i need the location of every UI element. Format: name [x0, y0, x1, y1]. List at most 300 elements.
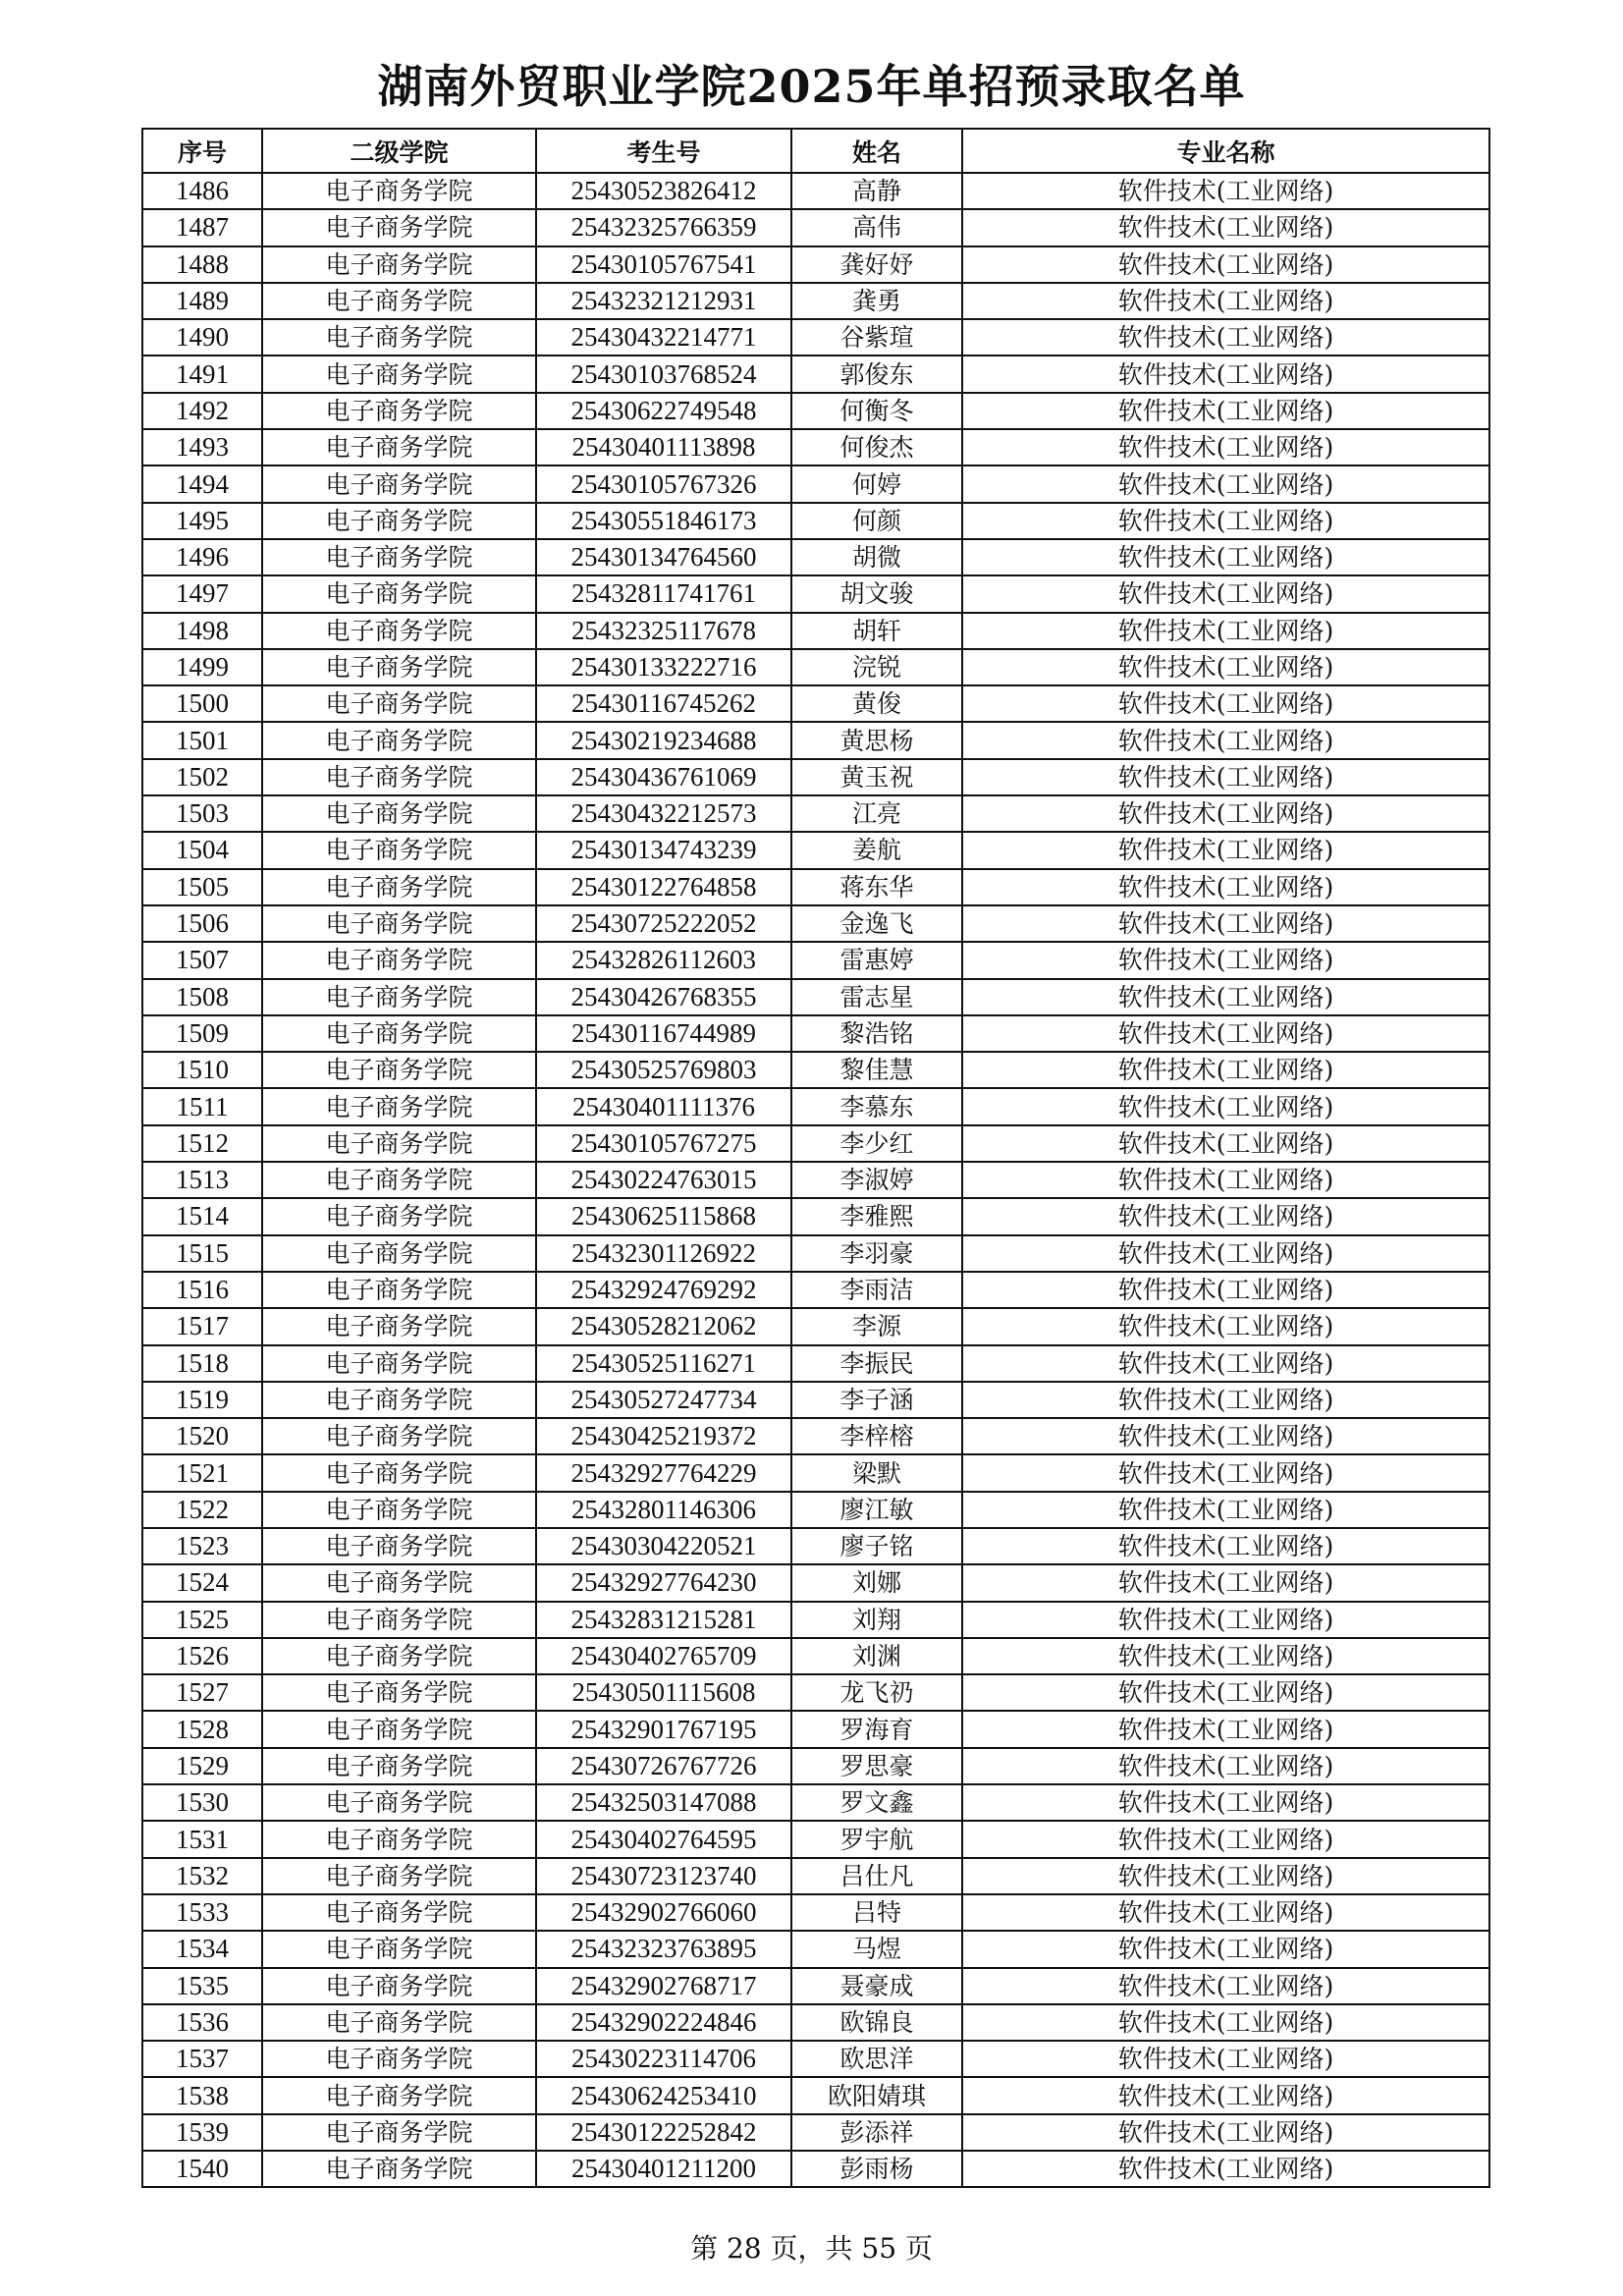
table-row	[142, 1235, 1489, 1272]
table-row	[142, 759, 1489, 795]
cell-exam-number: 25430723123740	[536, 1858, 791, 1894]
cell-college: 电子商务学院	[262, 649, 536, 685]
cell-major: 软件技术(工业网络)	[962, 613, 1489, 649]
table-row	[142, 1345, 1489, 1382]
cell-college: 电子商务学院	[262, 942, 536, 978]
cell-exam-number: 25430401111376	[536, 1088, 791, 1124]
cell-exam-number: 25430625115868	[536, 1198, 791, 1234]
cell-major: 软件技术(工业网络)	[962, 1382, 1489, 1418]
cell-serial: 1537	[142, 2041, 262, 2077]
cell-name: 李雅熙	[791, 1198, 962, 1234]
cell-serial: 1521	[142, 1454, 262, 1491]
table-row	[142, 1052, 1489, 1088]
cell-serial: 1511	[142, 1088, 262, 1124]
table-row	[142, 1931, 1489, 1967]
page-footer: 第 28 页，共 55 页	[690, 2232, 933, 2265]
cell-serial: 1526	[142, 1638, 262, 1674]
table-header-row	[142, 129, 1489, 173]
admission-table	[141, 128, 1490, 2188]
cell-exam-number: 25430223114706	[536, 2041, 791, 2077]
cell-name: 李源	[791, 1308, 962, 1344]
cell-college: 电子商务学院	[262, 613, 536, 649]
table-row	[142, 355, 1489, 392]
cell-serial: 1501	[142, 722, 262, 758]
cell-college: 电子商务学院	[262, 1931, 536, 1967]
table-row	[142, 1272, 1489, 1308]
cell-major: 软件技术(工业网络)	[962, 832, 1489, 868]
cell-major: 软件技术(工业网络)	[962, 1564, 1489, 1601]
document-title: 湖南外贸职业学院2025年单招预录取名单	[377, 60, 1246, 113]
cell-college: 电子商务学院	[262, 1052, 536, 1088]
cell-serial: 1534	[142, 1931, 262, 1967]
cell-serial: 1529	[142, 1748, 262, 1784]
table-row	[142, 1125, 1489, 1162]
cell-exam-number: 25430116744989	[536, 1015, 791, 1052]
cell-exam-number: 25432801146306	[536, 1492, 791, 1528]
cell-serial: 1500	[142, 685, 262, 722]
table-row	[142, 283, 1489, 319]
table-row	[142, 832, 1489, 868]
cell-college: 电子商务学院	[262, 2151, 536, 2187]
cell-major: 软件技术(工业网络)	[962, 1748, 1489, 1784]
cell-exam-number: 25432902768717	[536, 1968, 791, 2004]
table-row	[142, 2151, 1489, 2187]
cell-name: 黄思杨	[791, 722, 962, 758]
cell-exam-number: 25432323763895	[536, 1931, 791, 1967]
cell-name: 廖江敏	[791, 1492, 962, 1528]
cell-college: 电子商务学院	[262, 283, 536, 319]
cell-name: 马煜	[791, 1931, 962, 1967]
cell-exam-number: 25430436761069	[536, 759, 791, 795]
table-row	[142, 1602, 1489, 1638]
cell-name: 雷惠婷	[791, 942, 962, 978]
cell-exam-number: 25430551846173	[536, 503, 791, 539]
cell-major: 软件技术(工业网络)	[962, 1528, 1489, 1564]
table-row	[142, 1382, 1489, 1418]
cell-college: 电子商务学院	[262, 869, 536, 905]
table-row	[142, 649, 1489, 685]
cell-college: 电子商务学院	[262, 1711, 536, 1747]
cell-major: 软件技术(工业网络)	[962, 209, 1489, 246]
table-row	[142, 1015, 1489, 1052]
cell-major: 软件技术(工业网络)	[962, 355, 1489, 392]
cell-serial: 1528	[142, 1711, 262, 1747]
cell-college: 电子商务学院	[262, 1345, 536, 1382]
cell-name: 谷紫瑄	[791, 319, 962, 355]
table-row	[142, 465, 1489, 502]
cell-serial: 1513	[142, 1162, 262, 1198]
table-row	[142, 722, 1489, 758]
cell-exam-number: 25430624253410	[536, 2077, 791, 2113]
table-row	[142, 1528, 1489, 1564]
cell-exam-number: 25430725222052	[536, 905, 791, 942]
header-major: 专业名称	[962, 129, 1489, 173]
cell-serial: 1499	[142, 649, 262, 685]
cell-major: 软件技术(工业网络)	[962, 2114, 1489, 2151]
cell-major: 软件技术(工业网络)	[962, 393, 1489, 429]
cell-serial: 1487	[142, 209, 262, 246]
cell-exam-number: 25430528212062	[536, 1308, 791, 1344]
cell-college: 电子商务学院	[262, 1492, 536, 1528]
cell-serial: 1522	[142, 1492, 262, 1528]
cell-serial: 1496	[142, 539, 262, 575]
cell-major: 软件技术(工业网络)	[962, 1052, 1489, 1088]
cell-name: 浣锐	[791, 649, 962, 685]
cell-serial: 1492	[142, 393, 262, 429]
cell-serial: 1489	[142, 283, 262, 319]
cell-name: 欧阳婧琪	[791, 2077, 962, 2113]
cell-major: 软件技术(工业网络)	[962, 1638, 1489, 1674]
cell-name: 梁默	[791, 1454, 962, 1491]
cell-serial: 1532	[142, 1858, 262, 1894]
cell-major: 软件技术(工业网络)	[962, 246, 1489, 283]
table-row	[142, 319, 1489, 355]
cell-college: 电子商务学院	[262, 1198, 536, 1234]
cell-college: 电子商务学院	[262, 979, 536, 1015]
cell-serial: 1515	[142, 1235, 262, 1272]
cell-name: 吕特	[791, 1894, 962, 1931]
cell-exam-number: 25430116745262	[536, 685, 791, 722]
cell-name: 李雨洁	[791, 1272, 962, 1308]
cell-name: 蒋东华	[791, 869, 962, 905]
cell-major: 软件技术(工业网络)	[962, 465, 1489, 502]
cell-exam-number: 25430525116271	[536, 1345, 791, 1382]
table-row	[142, 1711, 1489, 1747]
cell-exam-number: 25430402765709	[536, 1638, 791, 1674]
table-row	[142, 1674, 1489, 1711]
table-row	[142, 869, 1489, 905]
cell-exam-number: 25432503147088	[536, 1784, 791, 1821]
cell-major: 软件技术(工业网络)	[962, 1015, 1489, 1052]
cell-serial: 1507	[142, 942, 262, 978]
cell-major: 软件技术(工业网络)	[962, 1272, 1489, 1308]
cell-exam-number: 25430134764560	[536, 539, 791, 575]
cell-major: 软件技术(工业网络)	[962, 1418, 1489, 1454]
cell-major: 软件技术(工业网络)	[962, 869, 1489, 905]
cell-exam-number: 25432325766359	[536, 209, 791, 246]
cell-college: 电子商务学院	[262, 1602, 536, 1638]
cell-name: 罗文鑫	[791, 1784, 962, 1821]
cell-name: 黄玉祝	[791, 759, 962, 795]
cell-major: 软件技术(工业网络)	[962, 1345, 1489, 1382]
cell-serial: 1523	[142, 1528, 262, 1564]
cell-college: 电子商务学院	[262, 1821, 536, 1857]
cell-major: 软件技术(工业网络)	[962, 905, 1489, 942]
cell-college: 电子商务学院	[262, 685, 536, 722]
cell-exam-number: 25432902766060	[536, 1894, 791, 1931]
header-college: 二级学院	[262, 129, 536, 173]
cell-college: 电子商务学院	[262, 1418, 536, 1454]
cell-serial: 1490	[142, 319, 262, 355]
cell-college: 电子商务学院	[262, 1968, 536, 2004]
cell-college: 电子商务学院	[262, 2077, 536, 2113]
cell-major: 软件技术(工业网络)	[962, 319, 1489, 355]
table-row	[142, 209, 1489, 246]
cell-name: 郭俊东	[791, 355, 962, 392]
cell-college: 电子商务学院	[262, 795, 536, 832]
cell-exam-number: 25430501115608	[536, 1674, 791, 1711]
cell-exam-number: 25432826112603	[536, 942, 791, 978]
cell-serial: 1538	[142, 2077, 262, 2113]
cell-serial: 1516	[142, 1272, 262, 1308]
cell-name: 雷志星	[791, 979, 962, 1015]
cell-name: 金逸飞	[791, 905, 962, 942]
cell-exam-number: 25430304220521	[536, 1528, 791, 1564]
cell-name: 罗海育	[791, 1711, 962, 1747]
cell-major: 软件技术(工业网络)	[962, 795, 1489, 832]
cell-name: 黎佳慧	[791, 1052, 962, 1088]
table-row	[142, 1492, 1489, 1528]
cell-college: 电子商务学院	[262, 1784, 536, 1821]
cell-college: 电子商务学院	[262, 209, 536, 246]
cell-name: 龙飞礽	[791, 1674, 962, 1711]
cell-name: 刘渊	[791, 1638, 962, 1674]
cell-major: 软件技术(工业网络)	[962, 1308, 1489, 1344]
table-row	[142, 2041, 1489, 2077]
cell-name: 胡文骏	[791, 575, 962, 612]
cell-major: 软件技术(工业网络)	[962, 759, 1489, 795]
table-row	[142, 795, 1489, 832]
cell-serial: 1505	[142, 869, 262, 905]
cell-name: 何颜	[791, 503, 962, 539]
cell-serial: 1503	[142, 795, 262, 832]
cell-name: 李淑婷	[791, 1162, 962, 1198]
cell-serial: 1510	[142, 1052, 262, 1088]
cell-college: 电子商务学院	[262, 575, 536, 612]
cell-college: 电子商务学院	[262, 1235, 536, 1272]
cell-name: 江亮	[791, 795, 962, 832]
cell-college: 电子商务学院	[262, 1748, 536, 1784]
cell-major: 软件技术(工业网络)	[962, 1858, 1489, 1894]
cell-name: 欧思洋	[791, 2041, 962, 2077]
cell-serial: 1519	[142, 1382, 262, 1418]
cell-exam-number: 25432325117678	[536, 613, 791, 649]
cell-major: 软件技术(工业网络)	[962, 1088, 1489, 1124]
cell-major: 软件技术(工业网络)	[962, 283, 1489, 319]
table-row	[142, 1894, 1489, 1931]
table-row	[142, 1858, 1489, 1894]
cell-serial: 1486	[142, 173, 262, 209]
cell-serial: 1502	[142, 759, 262, 795]
table-row	[142, 575, 1489, 612]
cell-serial: 1524	[142, 1564, 262, 1601]
cell-serial: 1509	[142, 1015, 262, 1052]
cell-serial: 1540	[142, 2151, 262, 2187]
cell-major: 软件技术(工业网络)	[962, 1492, 1489, 1528]
table-row	[142, 2114, 1489, 2151]
cell-college: 电子商务学院	[262, 1272, 536, 1308]
cell-major: 软件技术(工业网络)	[962, 1968, 1489, 2004]
table-row	[142, 393, 1489, 429]
cell-exam-number: 25430105767326	[536, 465, 791, 502]
cell-major: 软件技术(工业网络)	[962, 942, 1489, 978]
cell-major: 软件技术(工业网络)	[962, 2151, 1489, 2187]
cell-serial: 1520	[142, 1418, 262, 1454]
cell-exam-number: 25432924769292	[536, 1272, 791, 1308]
cell-exam-number: 25430134743239	[536, 832, 791, 868]
cell-serial: 1506	[142, 905, 262, 942]
table-row	[142, 1748, 1489, 1784]
cell-college: 电子商务学院	[262, 1015, 536, 1052]
cell-major: 软件技术(工业网络)	[962, 1235, 1489, 1272]
cell-serial: 1498	[142, 613, 262, 649]
cell-name: 李慕东	[791, 1088, 962, 1124]
cell-exam-number: 25430122764858	[536, 869, 791, 905]
cell-exam-number: 25430219234688	[536, 722, 791, 758]
cell-major: 软件技术(工业网络)	[962, 649, 1489, 685]
cell-name: 何衡冬	[791, 393, 962, 429]
cell-major: 软件技术(工业网络)	[962, 1931, 1489, 1967]
cell-college: 电子商务学院	[262, 539, 536, 575]
cell-major: 软件技术(工业网络)	[962, 1674, 1489, 1711]
cell-name: 姜航	[791, 832, 962, 868]
cell-major: 软件技术(工业网络)	[962, 503, 1489, 539]
cell-exam-number: 25430425219372	[536, 1418, 791, 1454]
cell-college: 电子商务学院	[262, 1382, 536, 1418]
table-row	[142, 1638, 1489, 1674]
cell-exam-number: 25430402764595	[536, 1821, 791, 1857]
table-row	[142, 979, 1489, 1015]
cell-serial: 1514	[142, 1198, 262, 1234]
cell-college: 电子商务学院	[262, 503, 536, 539]
cell-college: 电子商务学院	[262, 1088, 536, 1124]
cell-major: 软件技术(工业网络)	[962, 1602, 1489, 1638]
cell-college: 电子商务学院	[262, 1125, 536, 1162]
table-row	[142, 503, 1489, 539]
cell-name: 何俊杰	[791, 429, 962, 465]
cell-name: 龚勇	[791, 283, 962, 319]
cell-college: 电子商务学院	[262, 1454, 536, 1491]
cell-name: 罗宇航	[791, 1821, 962, 1857]
cell-serial: 1512	[142, 1125, 262, 1162]
table-body	[142, 173, 1489, 2187]
table-row	[142, 1821, 1489, 1857]
table-row	[142, 1454, 1489, 1491]
cell-name: 胡微	[791, 539, 962, 575]
cell-exam-number: 25432321212931	[536, 283, 791, 319]
cell-major: 软件技术(工业网络)	[962, 1162, 1489, 1198]
cell-serial: 1525	[142, 1602, 262, 1638]
cell-college: 电子商务学院	[262, 2004, 536, 2041]
cell-name: 黎浩铭	[791, 1015, 962, 1052]
cell-exam-number: 25430726767726	[536, 1748, 791, 1784]
cell-college: 电子商务学院	[262, 173, 536, 209]
cell-exam-number: 25430105767541	[536, 246, 791, 283]
header-name: 姓名	[791, 129, 962, 173]
cell-exam-number: 25430432212573	[536, 795, 791, 832]
cell-name: 刘娜	[791, 1564, 962, 1601]
cell-serial: 1536	[142, 2004, 262, 2041]
table-row	[142, 1198, 1489, 1234]
table-row	[142, 1308, 1489, 1344]
cell-serial: 1495	[142, 503, 262, 539]
table-row	[142, 613, 1489, 649]
cell-college: 电子商务学院	[262, 393, 536, 429]
cell-college: 电子商务学院	[262, 1564, 536, 1601]
table-row	[142, 1564, 1489, 1601]
table-row	[142, 905, 1489, 942]
cell-major: 软件技术(工业网络)	[962, 173, 1489, 209]
cell-college: 电子商务学院	[262, 246, 536, 283]
cell-exam-number: 25430523826412	[536, 173, 791, 209]
cell-major: 软件技术(工业网络)	[962, 575, 1489, 612]
cell-major: 软件技术(工业网络)	[962, 429, 1489, 465]
cell-serial: 1491	[142, 355, 262, 392]
cell-exam-number: 25430401113898	[536, 429, 791, 465]
cell-major: 软件技术(工业网络)	[962, 1125, 1489, 1162]
table-row	[142, 942, 1489, 978]
cell-college: 电子商务学院	[262, 1894, 536, 1931]
cell-serial: 1530	[142, 1784, 262, 1821]
header-exam-number: 考生号	[536, 129, 791, 173]
header-serial: 序号	[142, 129, 262, 173]
cell-name: 李子涵	[791, 1382, 962, 1418]
cell-serial: 1539	[142, 2114, 262, 2151]
cell-college: 电子商务学院	[262, 355, 536, 392]
cell-exam-number: 25430622749548	[536, 393, 791, 429]
cell-college: 电子商务学院	[262, 905, 536, 942]
cell-college: 电子商务学院	[262, 832, 536, 868]
cell-name: 龚好妤	[791, 246, 962, 283]
table-row	[142, 246, 1489, 283]
cell-serial: 1517	[142, 1308, 262, 1344]
table-row	[142, 2004, 1489, 2041]
cell-serial: 1531	[142, 1821, 262, 1857]
cell-college: 电子商务学院	[262, 1674, 536, 1711]
cell-major: 软件技术(工业网络)	[962, 722, 1489, 758]
cell-exam-number: 25430432214771	[536, 319, 791, 355]
cell-name: 李振民	[791, 1345, 962, 1382]
cell-college: 电子商务学院	[262, 1308, 536, 1344]
cell-serial: 1497	[142, 575, 262, 612]
table-row	[142, 1088, 1489, 1124]
cell-name: 高伟	[791, 209, 962, 246]
cell-major: 软件技术(工业网络)	[962, 1454, 1489, 1491]
cell-major: 软件技术(工业网络)	[962, 2004, 1489, 2041]
cell-major: 软件技术(工业网络)	[962, 979, 1489, 1015]
cell-college: 电子商务学院	[262, 319, 536, 355]
cell-major: 软件技术(工业网络)	[962, 1198, 1489, 1234]
cell-major: 软件技术(工业网络)	[962, 1821, 1489, 1857]
cell-major: 软件技术(工业网络)	[962, 2077, 1489, 2113]
cell-exam-number: 25430525769803	[536, 1052, 791, 1088]
cell-name: 欧锦良	[791, 2004, 962, 2041]
cell-exam-number: 25430103768524	[536, 355, 791, 392]
table-row	[142, 539, 1489, 575]
cell-name: 何婷	[791, 465, 962, 502]
cell-exam-number: 25432927764229	[536, 1454, 791, 1491]
cell-serial: 1488	[142, 246, 262, 283]
cell-name: 廖子铭	[791, 1528, 962, 1564]
table-row	[142, 429, 1489, 465]
cell-exam-number: 25430527247734	[536, 1382, 791, 1418]
table-row	[142, 1968, 1489, 2004]
cell-exam-number: 25430122252842	[536, 2114, 791, 2151]
cell-college: 电子商务学院	[262, 759, 536, 795]
table-row	[142, 173, 1489, 209]
cell-serial: 1527	[142, 1674, 262, 1711]
cell-name: 吕仕凡	[791, 1858, 962, 1894]
cell-name: 高静	[791, 173, 962, 209]
cell-name: 胡轩	[791, 613, 962, 649]
cell-exam-number: 25430133222716	[536, 649, 791, 685]
cell-exam-number: 25430401211200	[536, 2151, 791, 2187]
cell-college: 电子商务学院	[262, 1528, 536, 1564]
cell-college: 电子商务学院	[262, 429, 536, 465]
cell-exam-number: 25430224763015	[536, 1162, 791, 1198]
cell-serial: 1533	[142, 1894, 262, 1931]
cell-name: 李梓榕	[791, 1418, 962, 1454]
